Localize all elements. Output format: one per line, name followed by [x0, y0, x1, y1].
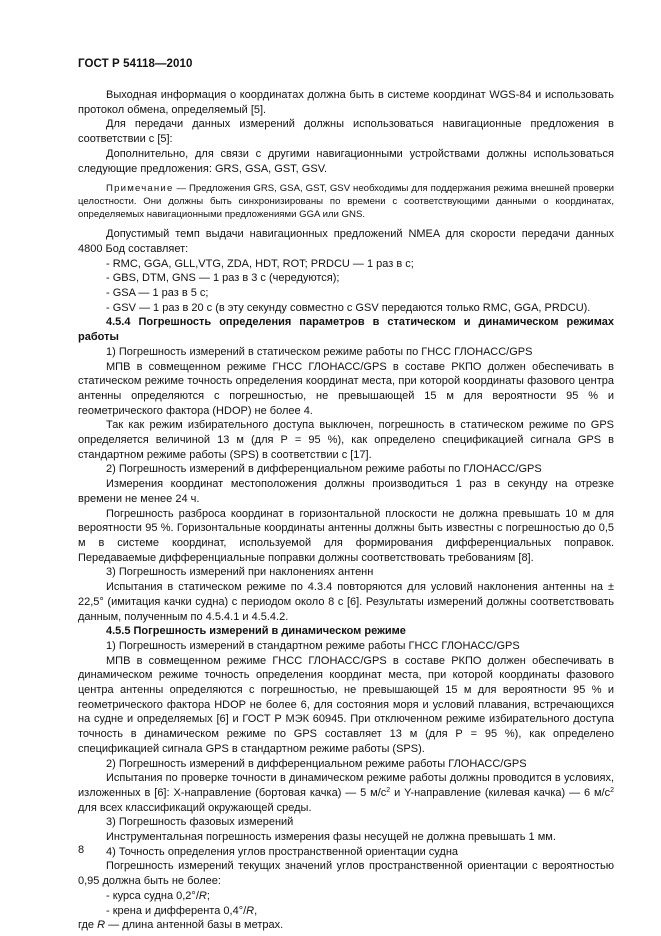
note-text: — Предложения GRS, GSA, GST, GSV необходимы для поддержания режима внешней проверки целостности. Они должны быть синхронизированы по времени с соответствующими данными о координатах, определяемых навигационными предложениями GGA или GNS. [78, 183, 614, 221]
document-header: ГОСТ Р 54118—2010 [78, 58, 193, 70]
list-item: - GSA — 1 раз в 5 с; [106, 287, 209, 300]
paragraph: МПВ в совмещенном режиме ГНСС ГЛОНАСС/GPS в составе РКПО должен обеспечивать в динамическом режиме точность определения координат места, при которой координаты фазового центра антенны определяются с погрешностью, не превышающей 15 м для вероятности 95 % и геометрического фактора HDOP не более 6, для состояния моря и условий плавания, встречающихся на судне и определяемых [6] и ГОСТ Р МЭК 60945. При отключенном режиме избирательного доступа точность в динамическом режиме по GPS составляет 13 м (для Р = 95 %), как определено спецификацией сигнала GPS в стандартном режиме работы (SPS). [78, 654, 614, 755]
page-body [78, 88, 614, 933]
list-item [78, 904, 614, 919]
paragraph: МПВ в совмещенном режиме ГНСС ГЛОНАСС/GPS в составе РКПО должен обеспечивать в статическом режиме точность определения координат места, при которой координаты фазового центра антенны определяются с погрешностью, не превышающей 15 м для вероятности 95 % и геометрического фактора (HDOP) не более 4. [78, 360, 614, 417]
paragraph: Инструментальная погрешность измерения фазы несущей не должна превышать 1 мм. [106, 831, 556, 844]
text-run: — длина антенной базы в метрах. [105, 919, 284, 932]
paragraph-nav-sentences: Для передачи данных измерений должны использоваться навигационные предложения в соответствии с [5]: [78, 118, 614, 146]
definition-line [78, 918, 614, 933]
text-run: и Y-направление (килевая качка) — 6 м/с [390, 786, 611, 799]
text-run: - крена и дифферента 0,4°/ [106, 904, 247, 917]
paragraph: Измерения координат местоположения должны производиться 1 раз в секунду на отрезке времени не менее 24 ч. [78, 478, 614, 505]
note [78, 182, 614, 221]
list-item: - RMC, GGA, GLL,VTG, ZDA, HDT, ROT; PRDCU — 1 раз в с; [106, 257, 414, 270]
list-item: - GBS, DTM, GNS — 1 раз в 3 с (чередуются); [106, 272, 340, 285]
paragraph: Погрешность измерений текущих значений углов пространственной ориентации с вероятностью 0,95 должна быть не более: [78, 860, 614, 888]
subsection-title: 3) Погрешность фазовых измерений [106, 816, 294, 829]
subsection-title: 4) Точность определения углов пространственной ориентации судна [106, 845, 459, 858]
superscript: 2 [386, 786, 391, 794]
variable-r: R [198, 889, 207, 902]
note-label: Примечание [106, 183, 174, 195]
paragraph-dynamic-test [78, 771, 614, 815]
paragraph-additional-sentences: Дополнительно, для связи с другими навигационными устройствами должны использоваться следующие предложения: GRS, GSA, GST, GSV. [78, 147, 614, 175]
list-item: - GSV — 1 раз в 20 с (в эту секунду совместно с GSV передаются только RMC, GGA, PRDCU). [106, 301, 591, 314]
text-run: , [254, 904, 258, 917]
subsection-title: 1) Погрешность измерений в статическом режиме работы по ГНСС ГЛОНАСС/GPS [106, 345, 533, 358]
superscript: 2 [610, 786, 615, 794]
subsection-title: 2) Погрешность измерений в дифференциальном режиме работы по ГЛОНАСС/GPS [106, 463, 542, 476]
text-run: ; [206, 889, 210, 902]
page-number: 8 [78, 844, 85, 856]
text-run: для всех классификаций окружающей среды. [78, 801, 312, 814]
paragraph-wgs84: Выходная информация о координатах должна быть в системе координат WGS-84 и использовать протокол обмена, определяемый [5]. [78, 89, 614, 116]
paragraph: Испытания в статическом режиме по 4.3.4 повторяются для условий наклонения антенны на ± 22,5° (имитация качки судна) с периодом около 8 с [6]. Результаты измерений должны соответствовать данным, полученным по 4.5.4.1 и 4.5.4.2. [78, 581, 614, 623]
paragraph: Так как режим избирательного доступа выключен, погрешность в статическом режиме по GPS определяется величиной 13 м (для Р = 95 %), как определено спецификацией сигнала GPS в стандартном режиме работы (SPS) в соответствии с [17]. [78, 419, 614, 461]
subsection-title: 1) Погрешность измерений в стандартном режиме работы ГНСС ГЛОНАСС/GPS [106, 639, 520, 652]
subsection-title: 2) Погрешность измерений в дифференциальном режиме работы ГЛОНАСС/GPS [106, 757, 527, 770]
paragraph: Погрешность разброса координат в горизонтальной плоскости не должна превышать 10 м для вероятности 95 %. Горизонтальные координаты антенны должны быть известны с погрешностью до 0,5 м в системе координат, используемой для формирования дифференциальных поправок. Передаваемые дифференциальные поправки должны соответствовать требованиям [8]. [78, 507, 614, 564]
variable-r: R [97, 919, 106, 932]
subsection-title: 3) Погрешность измерений при наклонениях антенн [106, 566, 374, 579]
section-heading-4-5-5: 4.5.5 Погрешность измерений в динамическом режиме [106, 625, 406, 638]
section-heading-4-5-4: 4.5.4 Погрешность определения параметров в статическом и динамическом режимах работы [78, 316, 614, 344]
list-item [78, 889, 614, 904]
text-run: где [78, 919, 98, 932]
text-run: Испытания по проверке точности в динамическом режиме работы должны проводится в условиях, изложенных в [6]: X-направление (бортовая качка) — 5 м/с [78, 772, 614, 799]
paragraph-nmea-rate: Допустимый темп выдачи навигационных предложений NMEA для скорости передачи данных 4800 Бод составляет: [78, 228, 614, 255]
variable-r: R [246, 904, 255, 917]
text-run: - курса судна 0,2°/ [106, 889, 199, 902]
